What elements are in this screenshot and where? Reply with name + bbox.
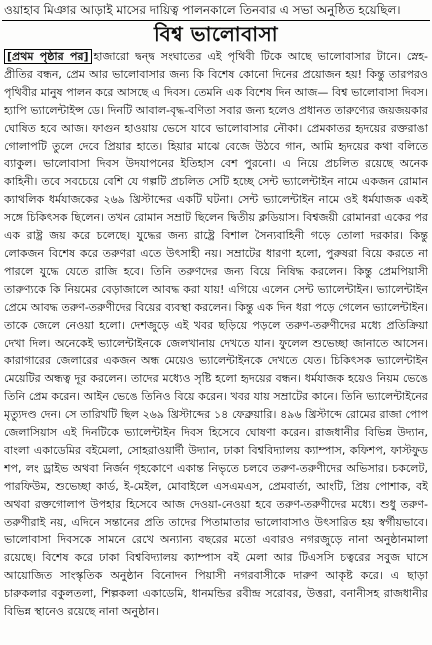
article-body (4, 48, 428, 644)
continuation-label: [প্রথম পৃষ্ঠার পর] (4, 49, 92, 64)
clipped-previous-article-line: ওয়াহাব মিঞার আড়াই মাসের দায়িত্ব পালনকালে তিনবার এ সভা অনুষ্ঠিত হয়েছিল। (4, 3, 401, 17)
article-text: হাজারো দ্বন্দ্ব সংঘাতের এই পৃথিবী টিকে আছে ভালোবাসার টানে। স্নেহ-প্রীতির বন্ধন, প্রেম আর ভালোবাসার জন্য কি বিশেষ কোনো দিনের প্রয়োজন হয়! কিন্তু তারপরও পৃথিবীর মানুষ পালন করে আসছে এ দিবস। তেমনি এক বিশেষ দিন আজ— বিশ্ব ভালোবাসা দিবস। হ্যাপি ভ্যালেন্টাইন্স ডে। দিনটি আবাল-বৃদ্ধ-বণিতা সবার জন্য হলেও প্রধানত তারুণ্যের জয়জয়কার ঘোষিত হবে আজ। ফাগুন হাওয়ায় ভেসে যাবে ভালোবাসার নৌকা। প্রেমকাতর হৃদয়ের রক্তরাঙা গোলাপটি তুলে দেবে প্রিয়ার হাতে। হিয়ার মাঝে বেজে উঠবে গান, আমি হৃদয়ের কথা বলিতে ব্যাকুল। ভালোবাসা দিবস উদযাপনের ইতিহাস বেশ পুরনো। এ নিয়ে প্রচলিত রয়েছে অনেক কাহিনী। তবে সবচেয়ে বেশি যে গল্পটি প্রচলিত সেটি হচ্ছে সেন্ট ভ্যালেন্টাইন নামে একজন রোমান ক্যাথলিক ধর্মযাজকের ২৬৯ খ্রিস্টাব্দের একটি ঘটনা। সেন্ট ভ্যালেন্টাইন নামে ওই ধর্মযাজক একই সঙ্গে চিকিৎসক ছিলেন। তখন রোমান সম্রাট ছিলেন দ্বিতীয় ক্লডিয়াস। বিশ্বজয়ী রোমানরা একের পর এক রাষ্ট্র জয় করে চলেছে। যুদ্ধের জন্য রাষ্ট্রে বিশাল সৈন্যবাহিনী গড়ে তোলা দরকার। কিন্তু লোকজন বিশেষ করে তরুণরা এতে উৎসাহী নয়। সম্রাটের ধারণা হলো, পুরুষরা বিয়ে করতে না পারলে যুদ্ধে যেতে রাজি হবে। তিনি তরুণদের জন্য বিয়ে নিষিদ্ধ করলেন। কিন্তু প্রেমপিয়াসী তারুণ্যকে কি নিয়মের বেড়াজালে আবদ্ধ করা যায়! এগিয়ে এলেন সেন্ট ভ্যালেন্টাইন। ভ্যালেন্টাইন প্রেমে আবদ্ধ তরুণ-তরুণীদের বিয়ের ব্যবস্থা করলেন। কিন্তু এক দিন ধরা পড়ে গেলেন ভ্যালেন্টাইন। তাকে জেলে নেওয়া হলো। দেশজুড়ে এই খবর ছড়িয়ে পড়লে তরুণ-তরুণীদের মধ্যে প্রতিক্রিয়া দেখা দিল। অনেকেই ভ্যালেন্টাইনকে জেলখানায় দেখতে যান। ফুলেল শুভেচ্ছা জানাতে আসেন। কারাগারের জেলারের একজন অন্ধ মেয়েও ভ্যালেন্টাইনকে দেখতে যেত। চিকিৎসক ভ্যালেন্টাইন মেয়েটির অন্ধত্ব দূর করলেন। তাদের মধ্যেও সৃষ্টি হলো হৃদয়ের বন্ধন। ধর্মযাজক হয়েও নিয়ম ভেঙে তিনি প্রেম করেন। আইন ভেঙে তিনিও বিয়ে করেন। খবর যায় সম্রাটের কানে। তিনি ভ্যালেন্টাইনের মৃত্যুদণ্ড দেন। সে তারিখটি ছিল ২৬৯ খ্রিস্টাব্দের ১৪ ফেব্রুয়ারি। ৪৯৬ খ্রিস্টাব্দে রোমের রাজা পোপ জেলাসিয়াস এই দিনটিকে ভ্যালেন্টাইন দিবস হিসেবে ঘোষণা করেন। রাজধানীর বিভিন্ন উদ্যান, বাংলা একাডেমির বইমেলা, সোহরাওয়ার্দী উদ্যান, ঢাকা বিশ্ববিদ্যালয় ক্যাম্পাস, কফিশপ, ফাস্টফুড শপ, লং ড্রাইভ অথবা নির্জন গৃহকোণে একান্ত নিভৃতে চলবে তরুণ-তরুণীদের অভিসার। চকলেট, পারফিউম, শুভেচ্ছা কার্ড, ই-মেইল, মোবাইলে এসএমএস, প্রেমবার্তা, আংটি, প্রিয় পোশাক, বই অথবা রক্তগোলাপ উপহার হিসেবে আজ দেওয়া-নেওয়া হবে তরুণ-তরুণীদের মধ্যে। শুধু তরুণ-তরুণীরাই নয়, এদিনে সন্তানের প্রতি তাদের পিতামাতার ভালোবাসাও উৎসারিত হয় স্বর্গীয়ভাবে। ভালোবাসা দিবসকে সামনে রেখে অন্যান্য বছরের মতো এবারও নগরজুড়ে নানা অনুষ্ঠানমালা রয়েছে। বিশেষ করে ঢাকা বিশ্ববিদ্যালয় ক্যাম্পাস বই মেলা আর টিএসসি চত্বরের সবুজ ঘাসে আয়োজিত সাংস্কৃতিক অনুষ্ঠান বিনোদন পিয়াসী নগরবাসীকে দারুণ আকৃষ্ট করে। এ ছাড়া চারুকলার বকুলতলা, শিল্পকলা একাডেমি, ধানমন্ডির রবীন্দ্র সরোবর, উত্তরা, বনানীসহ রাজধানীর বিভিন্ন স্থানেও রয়েছে নানা অনুষ্ঠান। (4, 50, 428, 619)
article-headline: বিশ্ব ভালোবাসা (153, 22, 279, 46)
